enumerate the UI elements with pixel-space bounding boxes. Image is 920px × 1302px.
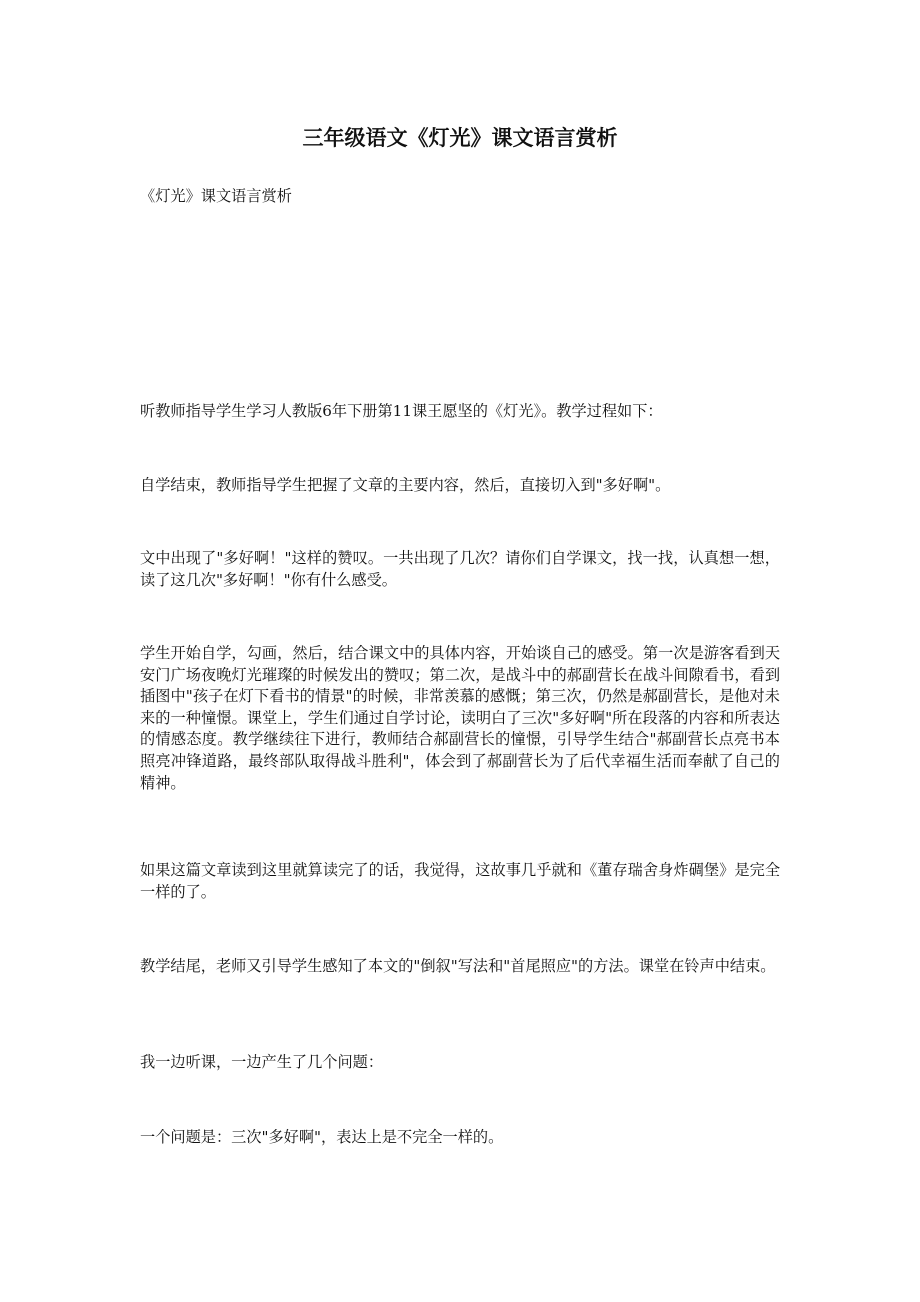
- document-subtitle: 《灯光》课文语言赏析: [140, 187, 292, 205]
- paragraph-1: 听教师指导学生学习人教版6年下册第11课王愿坚的《灯光》。教学过程如下：: [140, 402, 663, 420]
- document-title: 三年级语文《灯光》课文语言赏析: [302, 125, 618, 150]
- paragraph-6: 教学结尾，老师又引导学生感知了本文的"倒叙"写法和"首尾照应"的方法。课堂在铃声中结束。: [140, 957, 776, 975]
- paragraph-5: 如果这篇文章读到这里就算读完了的话，我觉得，这故事几乎就和《董存瑞舍身炸碉堡》是完全一样的了。: [140, 861, 780, 901]
- paragraph-8: 一个问题是：三次"多好啊"，表达上是不完全一样的。: [140, 1128, 504, 1146]
- paragraph-3: 文中出现了"多好啊！"这样的赞叹。一共出现了几次？请你们自学课文，找一找，认真想一想，读了这几次"多好啊！"你有什么感受。: [140, 549, 780, 589]
- paragraph-4: 学生开始自学，勾画，然后，结合课文中的具体内容，开始谈自己的感受。第一次是游客看到天安门广场夜晚灯光璀璨的时候发出的赞叹；第二次，是战斗中的郝副营长在战斗间隙看书，看到插图中"孩子在灯下看书的情景"的时候，非常羡慕的感慨；第三次，仍然是郝副营长，是他对未来的一种憧憬。课堂上，学生们通过自学讨论，读明白了三次"多好啊"所在段落的内容和所表达的情感态度。教学继续往下进行，教师结合郝副营长的憧憬，引导学生结合"郝副营长点亮书本照亮冲锋道路，最终部队取得战斗胜利"，体会到了郝副营长为了后代幸福生活而奉献了自己的精神。: [140, 644, 780, 792]
- paragraph-7: 我一边听课，一边产生了几个问题：: [140, 1053, 383, 1071]
- paragraph-2: 自学结束，教师指导学生把握了文章的主要内容，然后，直接切入到"多好啊"。: [140, 476, 671, 494]
